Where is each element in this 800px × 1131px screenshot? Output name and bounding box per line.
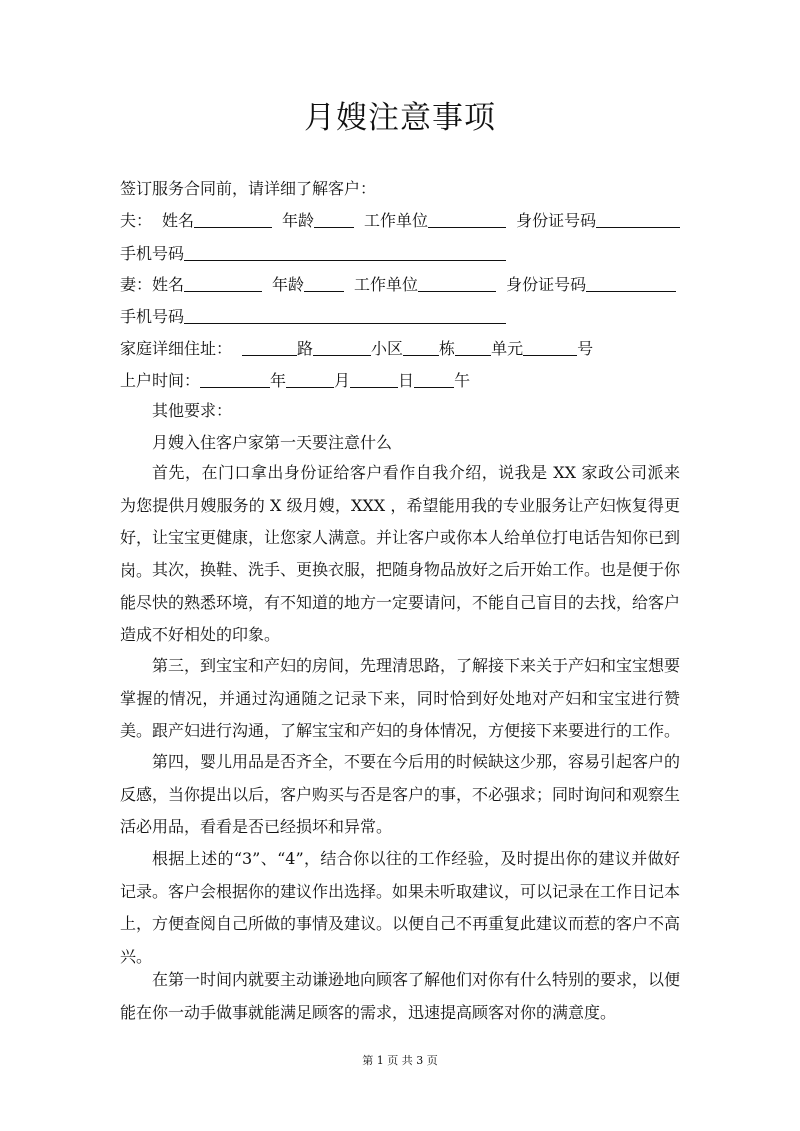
husband-prefix: 夫：: [120, 211, 153, 230]
page-footer: 第 1 页 共 3 页: [362, 1054, 438, 1067]
husband-row: [120, 210, 680, 232]
husband-id-field[interactable]: [596, 210, 680, 228]
start-time-row: [120, 370, 470, 392]
document-title: 月嫂注意事项: [304, 100, 496, 136]
start-day-field[interactable]: [350, 370, 398, 388]
address-number-field[interactable]: [523, 338, 577, 356]
husband-age-field[interactable]: [314, 210, 354, 228]
start-year-field[interactable]: [200, 370, 270, 388]
address-unit-field[interactable]: [455, 338, 491, 356]
start-noon-field[interactable]: [414, 370, 454, 388]
address-road-field[interactable]: [242, 338, 297, 356]
wife-prefix: 妻：: [120, 275, 153, 294]
wife-name-field[interactable]: [184, 274, 262, 292]
wife-phone-row: [120, 306, 506, 328]
address-community-label: 小区: [371, 339, 404, 358]
address-number-label: 号: [577, 339, 594, 358]
address-building-field[interactable]: [403, 338, 439, 356]
address-community-field[interactable]: [313, 338, 371, 356]
husband-id-label: 身份证号码: [516, 211, 597, 230]
wife-phone-field[interactable]: [184, 306, 506, 324]
section-subtitle: 月嫂入住客户家第一天要注意什么: [152, 433, 393, 452]
husband-name-label: 姓名: [162, 211, 195, 230]
paragraph-3: 第三，到宝宝和产妇的房间，先理清思路，了解接下来关于产妇和宝宝想要掌握的情况，并通过沟通随之记录下来，同时恰到好处地对产妇和宝宝进行赞美。跟产妇进行沟通，了解宝宝和产妇的身体情况，方便接下来要进行的工作。: [120, 656, 681, 740]
wife-age-field[interactable]: [304, 274, 344, 292]
start-time-label: 上户时间：: [120, 371, 201, 390]
start-noon-label: 午: [454, 371, 471, 390]
address-unit-label: 单元: [491, 339, 524, 358]
wife-age-label: 年龄: [272, 275, 305, 294]
address-label: 家庭详细住址：: [120, 339, 233, 358]
wife-phone-label: 手机号码: [120, 307, 185, 326]
address-building-label: 栋: [439, 339, 456, 358]
wife-row: [120, 274, 676, 296]
husband-work-label: 工作单位: [364, 211, 429, 230]
paragraph-1: 首先，在门口拿出身份证给客户看作自我介绍，说我是 XX 家政公司派来为您提供月嫂服务的 X 级月嫂，XXX ，希望能用我的专业服务让产妇恢复得更好，让宝宝更健康，让您家人满意。并让客户或你本人给单位打电话告知你已到岗。: [120, 463, 681, 580]
start-month-label: 月: [334, 371, 351, 390]
husband-work-field[interactable]: [428, 210, 506, 228]
husband-name-field[interactable]: [194, 210, 272, 228]
address-row: [120, 338, 593, 360]
other-requirements: 其他要求：: [152, 401, 233, 420]
address-road-label: 路: [297, 339, 314, 358]
wife-work-label: 工作单位: [354, 275, 419, 294]
start-day-label: 日: [398, 371, 415, 390]
husband-phone-label: 手机号码: [120, 244, 185, 263]
wife-name-label: 姓名: [152, 275, 185, 294]
husband-phone-field[interactable]: [184, 243, 506, 261]
start-month-field[interactable]: [286, 370, 334, 388]
paragraph-2: 其次，换鞋、洗手、更换衣服，把随身物品放好之后开始工作。也是便于你能尽快的熟悉环境，有不知道的地方一定要请问，不能自己盲目的去找，给客户造成不好相处的印象。: [120, 560, 681, 644]
husband-phone-row: [120, 243, 506, 265]
wife-id-label: 身份证号码: [506, 275, 587, 294]
husband-age-label: 年龄: [282, 211, 315, 230]
wife-id-field[interactable]: [586, 274, 676, 292]
paragraph-5: 根据上述的“3”、“4”，结合你以往的工作经验，及时提出你的建议并做好记录。客户会根据你的建议作出选择。如果未听取建议，可以记录在工作日记本上，方便查阅自己所做的事情及建议。以便自己不再重复此建议而惹的客户不高兴。: [120, 849, 681, 966]
intro-line: 签订服务合同前，请详细了解客户：: [120, 179, 377, 198]
paragraph-4: 第四，婴儿用品是否齐全，不要在今后用的时候缺这少那，容易引起客户的反感，当你提出以后，客户购买与否是客户的事，不必强求；同时询问和观察生活必用品，看看是否已经损坏和异常。: [120, 752, 681, 836]
paragraph-6: 在第一时间内就要主动谦逊地向顾客了解他们对你有什么特别的要求，以便能在你一动手做事就能满足顾客的需求，迅速提高顾客对你的满意度。: [120, 970, 681, 1022]
start-year-label: 年: [270, 371, 287, 390]
wife-work-field[interactable]: [418, 274, 496, 292]
